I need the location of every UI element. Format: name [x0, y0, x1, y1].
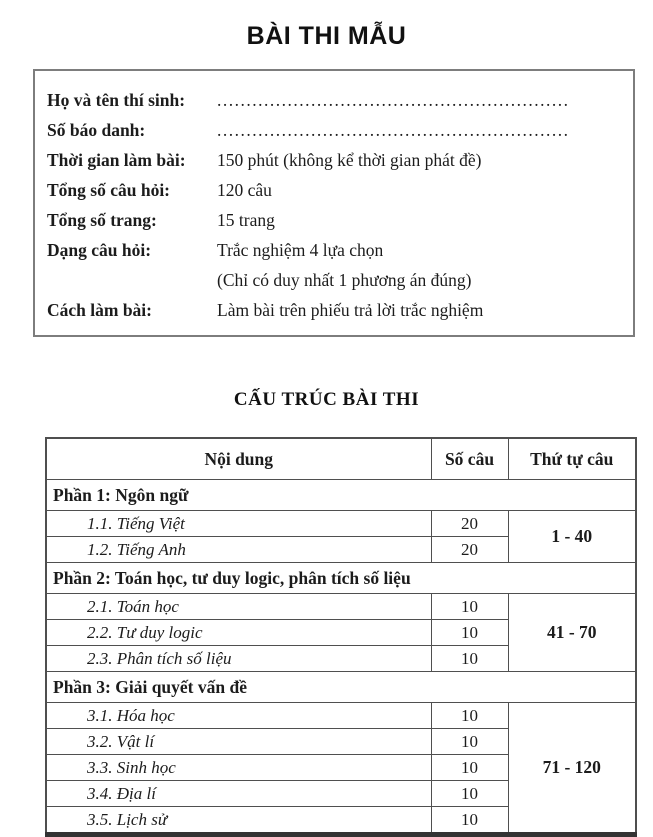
subject-name: 2.2. Tư duy logic — [46, 620, 431, 646]
subject-name: 3.4. Địa lí — [46, 781, 431, 807]
exam-info-list — [47, 85, 623, 325]
info-label: Số báo danh: — [47, 120, 146, 140]
subject-name: 1.1. Tiếng Việt — [46, 511, 431, 537]
info-row — [47, 295, 623, 325]
info-label — [47, 265, 217, 295]
info-value: Trắc nghiệm 4 lựa chọn — [217, 240, 384, 260]
info-row — [47, 175, 623, 205]
info-label: Cách làm bài: — [47, 300, 152, 320]
info-label: Dạng câu hỏi: — [47, 240, 152, 260]
info-value: (Chỉ có duy nhất 1 phương án đúng) — [217, 270, 472, 290]
section-title: CẤU TRÚC BÀI THI — [233, 389, 420, 410]
question-range: 71 - 120 — [508, 703, 636, 835]
info-row — [47, 265, 623, 295]
question-range: 41 - 70 — [508, 594, 636, 672]
column-header: Số câu — [431, 438, 508, 480]
info-value: 150 phút (không kể thời gian phát đề) — [217, 150, 482, 170]
info-row — [47, 115, 623, 145]
info-label: Họ và tên thí sinh: — [47, 90, 186, 110]
info-row — [47, 205, 623, 235]
subject-name: 3.2. Vật lí — [46, 729, 431, 755]
column-header: Nội dung — [46, 438, 431, 480]
info-row — [47, 145, 623, 175]
info-label: Tổng số câu hỏi: — [47, 180, 171, 200]
table-row — [46, 594, 636, 620]
info-label: Tổng số trang: — [47, 210, 157, 230]
question-count: 20 — [431, 511, 508, 537]
exam-info-box — [33, 69, 635, 337]
info-value: 120 câu — [217, 180, 272, 200]
column-header: Thứ tự câu — [508, 438, 636, 480]
info-value: Làm bài trên phiếu trả lời trắc nghiệm — [217, 300, 484, 320]
table-header-row — [46, 438, 636, 480]
section-name: Phần 3: Giải quyết vấn đề — [46, 672, 636, 703]
table-header — [46, 438, 636, 480]
question-count: 10 — [431, 594, 508, 620]
question-count: 10 — [431, 620, 508, 646]
section-name: Phần 2: Toán học, tư duy logic, phân tích số liệu — [46, 563, 636, 594]
dotted-fill-in-line: ............................................................ — [217, 90, 570, 110]
question-count: 10 — [431, 807, 508, 835]
section-row — [46, 563, 636, 594]
table-row — [46, 511, 636, 537]
subject-name: 2.1. Toán học — [46, 594, 431, 620]
question-count: 10 — [431, 729, 508, 755]
info-label: Thời gian làm bài: — [47, 150, 186, 170]
section-row — [46, 672, 636, 703]
question-count: 10 — [431, 781, 508, 807]
question-count: 10 — [431, 703, 508, 729]
dotted-fill-in-line: ............................................................ — [217, 120, 570, 140]
question-range: 1 - 40 — [508, 511, 636, 563]
info-row — [47, 85, 623, 115]
section-name: Phần 1: Ngôn ngữ — [46, 480, 636, 511]
page-title: BÀI THI MẪU — [246, 22, 407, 50]
subject-name: 3.3. Sinh học — [46, 755, 431, 781]
exam-structure-table — [45, 437, 637, 837]
subject-name: 3.1. Hóa học — [46, 703, 431, 729]
question-count: 10 — [431, 646, 508, 672]
question-count: 10 — [431, 755, 508, 781]
info-value: 15 trang — [217, 210, 275, 230]
table-body — [46, 480, 636, 835]
question-count: 20 — [431, 537, 508, 563]
info-row — [47, 235, 623, 265]
subject-name: 1.2. Tiếng Anh — [46, 537, 431, 563]
table-row — [46, 703, 636, 729]
subject-name: 3.5. Lịch sử — [46, 807, 431, 835]
subject-name: 2.3. Phân tích số liệu — [46, 646, 431, 672]
section-row — [46, 480, 636, 511]
